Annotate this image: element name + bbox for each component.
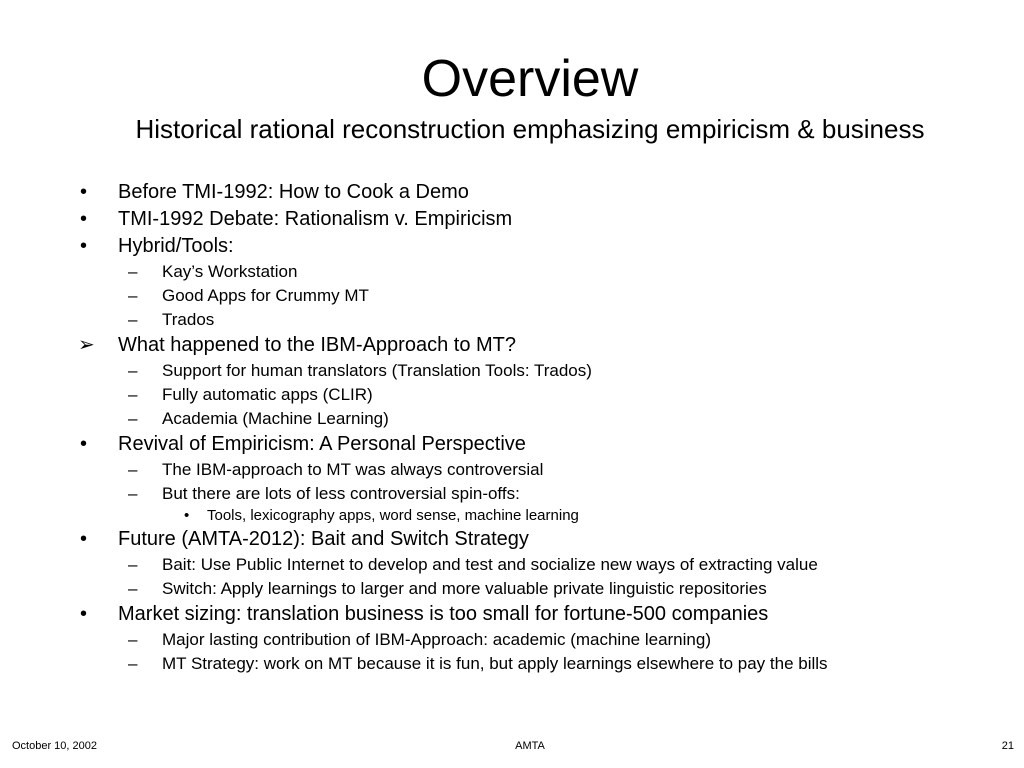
bullet-text: The IBM-approach to MT was always controversial xyxy=(162,460,544,479)
bullet-text: Support for human translators (Translation Tools: Trados) xyxy=(162,361,592,380)
dash-bullet-icon: – xyxy=(128,555,138,574)
dash-bullet-icon: – xyxy=(128,654,138,673)
dash-bullet-icon: – xyxy=(128,286,138,305)
bullet-item-level-2 xyxy=(0,359,1024,383)
bullet-item-level-2 xyxy=(0,458,1024,482)
bullet-item-level-2 xyxy=(0,407,1024,431)
bullet-text: Academia (Machine Learning) xyxy=(162,409,389,428)
dash-bullet-icon: – xyxy=(128,310,138,329)
bullet-item-level-2 xyxy=(0,383,1024,407)
bullet-text: Good Apps for Crummy MT xyxy=(162,286,369,305)
dash-bullet-icon: – xyxy=(128,630,138,649)
bullet-item-level-3 xyxy=(0,506,1024,526)
bullet-item-level-1 xyxy=(0,601,1024,628)
dot-bullet-icon: • xyxy=(80,235,88,257)
bullet-text: TMI-1992 Debate: Rationalism v. Empiricism xyxy=(118,208,513,230)
bullet-item-level-2 xyxy=(0,652,1024,676)
bullet-item-level-2 xyxy=(0,628,1024,652)
dash-bullet-icon: – xyxy=(128,262,138,281)
bullet-item-level-2 xyxy=(0,260,1024,284)
bullet-text: Revival of Empiricism: A Personal Perspective xyxy=(118,433,526,455)
bullet-item-level-2 xyxy=(0,482,1024,506)
bullet-text: Fully automatic apps (CLIR) xyxy=(162,385,373,404)
dash-bullet-icon: – xyxy=(128,385,138,404)
bullet-text: But there are lots of less controversial spin-offs: xyxy=(162,484,520,503)
footer-center-label: AMTA xyxy=(515,740,545,752)
dot-bullet-icon: • xyxy=(184,507,190,524)
dash-bullet-icon: – xyxy=(128,409,138,428)
dash-bullet-icon: – xyxy=(128,484,138,503)
bullet-item-level-2 xyxy=(0,553,1024,577)
slide-subtitle: Historical rational reconstruction emphasizing empiricism & business xyxy=(135,114,925,144)
bullet-text: MT Strategy: work on MT because it is fun, but apply learnings elsewhere to pay the bills xyxy=(162,654,828,673)
bullet-item-level-1 xyxy=(0,431,1024,458)
bullet-item-level-2 xyxy=(0,577,1024,601)
bullet-item-level-1 xyxy=(0,179,1024,206)
arrow-bullet-icon: ➢ xyxy=(78,334,95,356)
bullet-text: Market sizing: translation business is too small for fortune-500 companies xyxy=(118,603,769,625)
bullet-text: What happened to the IBM-Approach to MT? xyxy=(118,334,516,356)
bullet-text: Switch: Apply learnings to larger and more valuable private linguistic repositories xyxy=(162,579,767,598)
bullet-text: Kay’s Workstation xyxy=(162,262,298,281)
bullet-item-level-2 xyxy=(0,308,1024,332)
bullet-text: Before TMI-1992: How to Cook a Demo xyxy=(118,181,469,203)
dot-bullet-icon: • xyxy=(80,433,88,455)
bullet-item-level-1 xyxy=(0,332,1024,359)
dash-bullet-icon: – xyxy=(128,460,138,479)
bullet-text: Major lasting contribution of IBM-Approach: academic (machine learning) xyxy=(162,630,711,649)
bullet-item-level-1 xyxy=(0,526,1024,553)
footer-page-number: 21 xyxy=(1001,740,1014,752)
dot-bullet-icon: • xyxy=(80,181,88,203)
bullet-text: Future (AMTA-2012): Bait and Switch Strategy xyxy=(118,528,529,550)
bullet-list xyxy=(0,179,1024,676)
dot-bullet-icon: • xyxy=(80,603,88,625)
dot-bullet-icon: • xyxy=(80,208,88,230)
bullet-text: Trados xyxy=(162,310,215,329)
dash-bullet-icon: – xyxy=(128,579,138,598)
bullet-item-level-2 xyxy=(0,284,1024,308)
bullet-text: Bait: Use Public Internet to develop and test and socialize new ways of extracting value xyxy=(162,555,818,574)
footer-date: October 10, 2002 xyxy=(12,740,98,752)
bullet-item-level-1 xyxy=(0,233,1024,260)
dot-bullet-icon: • xyxy=(80,528,88,550)
slide-title: Overview xyxy=(421,50,639,108)
dash-bullet-icon: – xyxy=(128,361,138,380)
bullet-text: Hybrid/Tools: xyxy=(118,235,234,257)
bullet-item-level-1 xyxy=(0,206,1024,233)
bullet-text: Tools, lexicography apps, word sense, machine learning xyxy=(207,507,579,524)
